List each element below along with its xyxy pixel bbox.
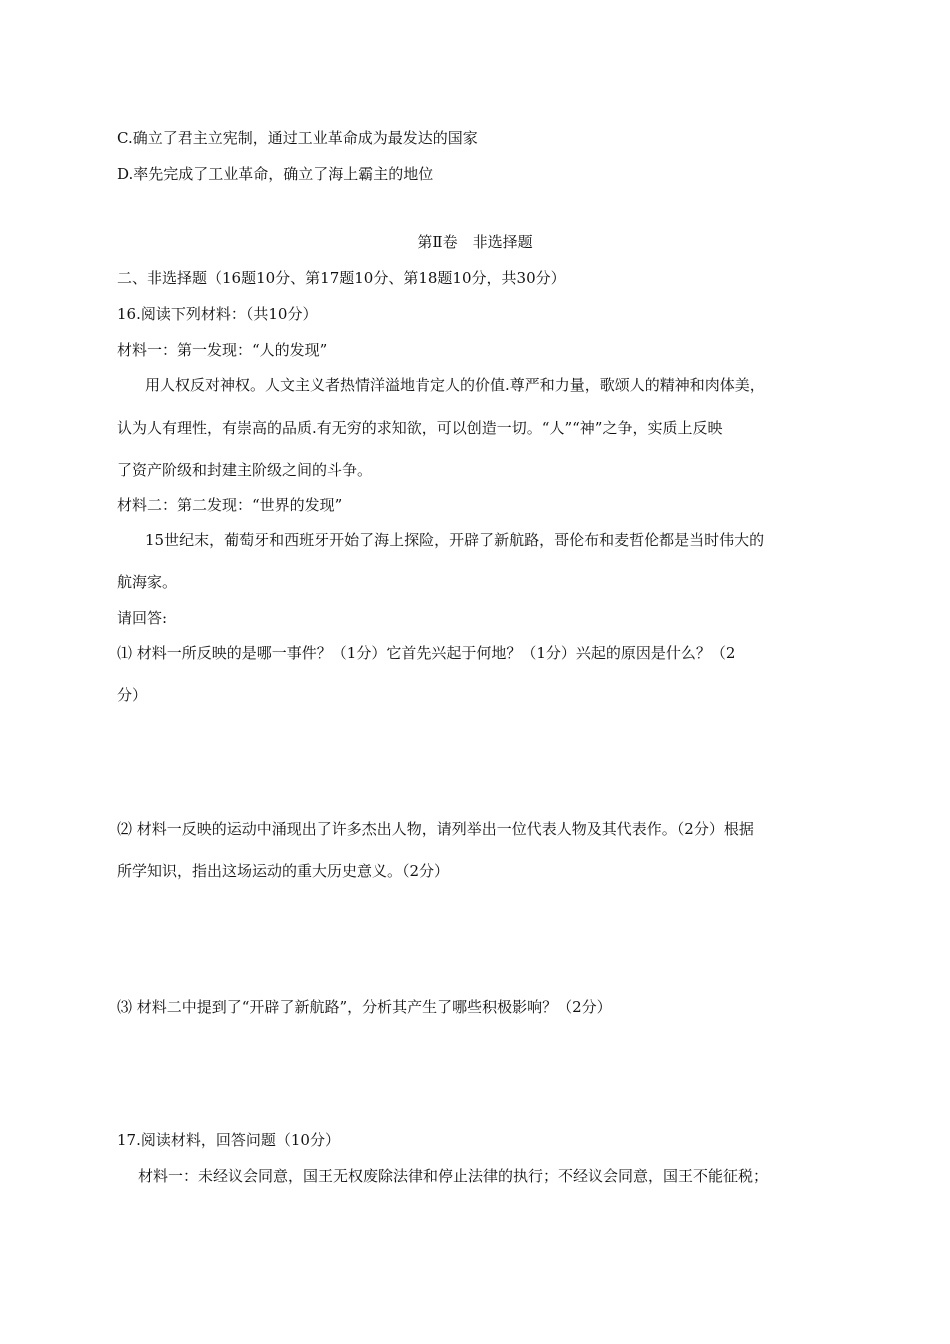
sub-question-1-line-2: 分） bbox=[117, 686, 148, 704]
question-17-title: 17.阅读材料，回答问题（10分） bbox=[117, 1131, 340, 1149]
material-2-line-2: 航海家。 bbox=[117, 573, 178, 591]
sub-question-3: ⑶ 材料二中提到了“开辟了新航路”，分析其产生了哪些积极影响？（2分） bbox=[117, 998, 612, 1016]
material-1-line-3: 了资产阶级和封建主阶级之间的斗争。 bbox=[117, 461, 373, 479]
material-2-title: 材料二：第二发现：“世界的发现” bbox=[117, 496, 343, 514]
section-title: 第Ⅱ卷 非选择题 bbox=[417, 233, 533, 251]
sub-question-2-line-2: 所学知识，指出这场运动的重大历史意义。（2分） bbox=[117, 862, 450, 880]
answer-prompt: 请回答: bbox=[117, 609, 168, 627]
section-header: 二、非选择题（16题10分、第17题10分、第18题10分，共30分） bbox=[117, 269, 566, 287]
sub-question-1-line-1: ⑴ 材料一所反映的是哪一事件？（1分）它首先兴起于何地？（1分）兴起的原因是什么？（2 bbox=[117, 644, 736, 662]
question-17-material-1: 材料一：未经议会同意，国王无权废除法律和停止法律的执行；不经议会同意，国王不能征税； bbox=[138, 1167, 769, 1185]
material-1-title: 材料一：第一发现：“人的发现” bbox=[117, 341, 328, 359]
option-c: C.确立了君主立宪制，通过工业革命成为最发达的国家 bbox=[117, 129, 478, 147]
option-d: D.率先完成了工业革命，确立了海上霸主的地位 bbox=[117, 165, 434, 183]
material-1-line-1: 用人权反对神权。人文主义者热情洋溢地肯定人的价值.尊严和力量，歌颂人的精神和肉体美， bbox=[145, 376, 765, 394]
material-2-line-1: 15世纪末，葡萄牙和西班牙开始了海上探险，开辟了新航路，哥伦布和麦哲伦都是当时伟大的 bbox=[145, 531, 765, 549]
material-1-line-2: 认为人有理性，有崇高的品质.有无穷的求知欲，可以创造一切。“人”“神”之争，实质上反映 bbox=[117, 419, 723, 437]
question-16-title: 16.阅读下列材料：（共10分） bbox=[117, 305, 318, 323]
sub-question-2-line-1: ⑵ 材料一反映的运动中涌现出了许多杰出人物，请列举出一位代表人物及其代表作。（2分）根据 bbox=[117, 820, 754, 838]
